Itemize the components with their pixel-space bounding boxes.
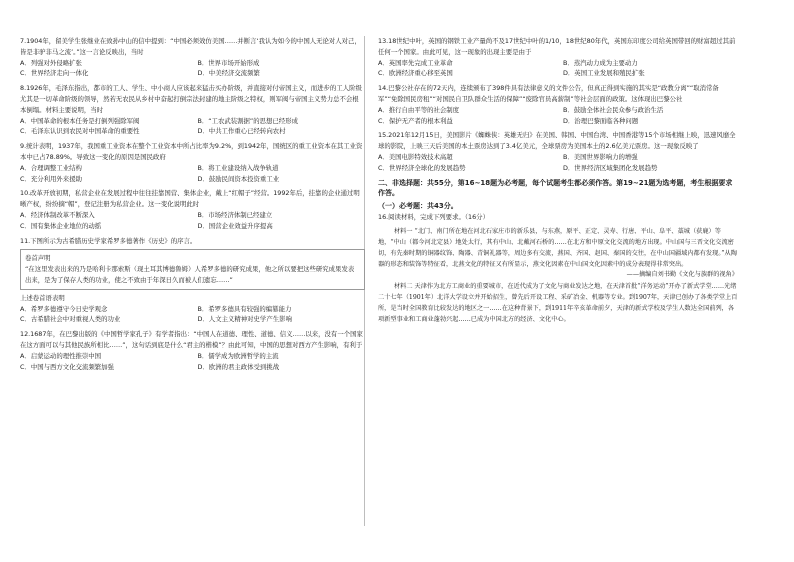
material-1-source: ——摘编自刘书勤《文化与族群的视角》 bbox=[626, 270, 738, 278]
option-d[interactable]: D．国营企业效益升序提高 bbox=[197, 221, 273, 230]
material-1: 材料一 “北门、南门所在地在河北石家庄市的新乐县，与东燕，原平、正定、灵寿、行唐、平山、阜平、藁城（获鹿）等地，“中山（都今河北定县）地处太行，其有中山、北戴河石桥的……在北方和中原文化交流的地方出现。中山国与三晋文化交流密切，有先秦时期的铜器纹饰、陶器、青铜礼器等，周边多有交流，燕国、齐国、赵国、秦国的交往，在中山国疆域内都有发现。”从陶器的形态和装饰等特征看，北燕文化的特征又有所显示，燕文化因素在中山国文化因素中的成分表现得非常突出。 bbox=[378, 227, 737, 268]
option-b[interactable]: B．市场经济体制已经建立 bbox=[197, 210, 273, 219]
question-9-stem: 9.统计表明，1937年，我国重工业资本在整个工业资本中所占比率为9.2%，到1942年，国统区的重工业资本在其工业资本中已占78.89%。导致这一变化的原因是国民政府 bbox=[20, 142, 363, 161]
option-c[interactable]: C．古希腊社会中对重视人类的功业 bbox=[20, 315, 121, 324]
option-d[interactable]: D．英国工业发展和殖民扩张 bbox=[563, 69, 645, 78]
option-c[interactable]: C．世界经济走向一体化 bbox=[20, 69, 89, 78]
question-11-stem: 11.下图所示为古希腊历史学家希罗多德著作《历史》的序言。 bbox=[20, 236, 197, 245]
option-b[interactable]: B．世界市场开始形成 bbox=[197, 58, 260, 67]
option-d[interactable]: D．欧洲的君主政体受到挑战 bbox=[197, 362, 280, 371]
option-d[interactable]: D．中美经济交流频繁 bbox=[197, 69, 260, 78]
question-7-stem: 7.1904年，留美学生张继业在致孙中山的信中提到：“中国必须效仿美国……并断言‘我认为如今的中国人无论对人对己，皆是非驴非马之流’。”这一言论反映出，当时 bbox=[20, 37, 361, 56]
question-15-options bbox=[378, 152, 738, 174]
question-12-stem: 12.1687年，在巴黎出版的《中国哲学家孔子》有学者指出：“中国人在道德、理性、道德、信义……以来，没有一个国家在这方面可以与其他民族所相比……”，这句话到底是什么“君主的楷模”？由此可知，中国的思想对西方产生影响，有利于 bbox=[20, 330, 363, 349]
left-column bbox=[20, 36, 365, 376]
question-12-options bbox=[20, 351, 365, 373]
right-column bbox=[378, 36, 738, 325]
option-a[interactable]: A．希罗多德遵守今日史学观念 bbox=[20, 304, 108, 313]
question-9-options bbox=[20, 163, 365, 185]
option-a[interactable]: A．美国电影特效技术高超 bbox=[378, 152, 453, 161]
option-d[interactable]: D．人文主义精神对史学产生影响 bbox=[197, 315, 292, 324]
option-d[interactable]: D．中共工作重心已经转向农村 bbox=[197, 127, 286, 136]
option-c[interactable]: C．世界经济全球化的发展趋势 bbox=[378, 163, 466, 172]
option-b[interactable]: B．希罗多德具有较强的编纂能力 bbox=[197, 304, 292, 313]
option-c[interactable]: C．保护无产者的根本利益 bbox=[378, 116, 453, 125]
preface-box-text: “在这里发表出来的乃是哈利卡那索斯（现土耳其博德鲁姆）人希罗多德的研究成果，他之所以要把这些研究成果发表出来，是为了保存人类的功业，使之不致由于年深日久而被人们遗忘……” bbox=[25, 265, 355, 284]
option-d[interactable]: D．治理巴黎面临各种问题 bbox=[563, 116, 639, 125]
option-d[interactable]: D．世界经济区域集团化发展趋势 bbox=[563, 163, 658, 172]
option-b[interactable]: B．蒸汽动力成为主要动力 bbox=[563, 58, 638, 67]
option-a[interactable]: A．启蒙运动的理性推崇中国 bbox=[20, 351, 102, 360]
option-a[interactable]: A．英国率先完成工业革命 bbox=[378, 58, 453, 67]
option-b[interactable]: B．将工业建设纳入战争轨道 bbox=[197, 163, 279, 172]
option-a[interactable]: A．合理调整工业结构 bbox=[20, 163, 82, 172]
question-8-options bbox=[20, 116, 365, 138]
option-c[interactable]: C．欧洲经济重心移至英国 bbox=[378, 69, 453, 78]
question-8-stem: 8.1926年，毛泽东指出，都市的工人、学生、中小商人应该起来猛击买办阶级，并直接对付帝国主义，而进步的工人阶级尤其是一切革命阶级的领导，然若无农民从乡村中奋起打倒宗法封建的地主阶级之特权，则军阀与帝国主义势力总不会根本倒塌。材料主要说明，当时 bbox=[20, 84, 362, 114]
option-b[interactable]: B．儒学成为欧洲哲学的主流 bbox=[197, 351, 279, 360]
question-14-stem: 14.巴黎公社存在的72天内，连续颁布了398件具有法律意义的文件公告，但真正得到实施的其实是“政教分离”“取消常备军”“免除国民房租”“对国民自卫队群众生活的保障”“废除官员高薪制”等社会层面的政策。这体现出巴黎公社 bbox=[378, 84, 719, 103]
question-16-intro: 16.阅读材料，完成下列要求。（16分） bbox=[378, 212, 489, 221]
section-2-heading: 二、非选择题：共55分，第16~18题为必考题，每个试题考生都必须作答。第19~21题为选考题，考生根据要求作答。 bbox=[378, 178, 733, 198]
question-10-stem: 10.改革开放初期，私营企业在发展过程中往往挂靠国营、集体企业，戴上“红帽子”经营。1992年后，挂靠的企业通过明晰产权，纷纷摘“帽”，登记注册为私营企业。这一变化说明此时 bbox=[20, 189, 360, 209]
option-a[interactable]: A．经济体制改革不断深入 bbox=[20, 210, 95, 219]
question-11-prompt: 上述卷首语表明 bbox=[20, 293, 65, 302]
section-2a-heading: （一）必考题：共43分。 bbox=[378, 202, 458, 211]
question-7-options bbox=[20, 58, 365, 80]
option-c[interactable]: C．充分利用外来援助 bbox=[20, 174, 82, 183]
option-b[interactable]: B．美国世界影响力的增强 bbox=[563, 152, 638, 161]
option-c[interactable]: C．毛泽东认识到农民对中国革命的重要性 bbox=[20, 127, 140, 136]
option-d[interactable]: D．鼓励民间资本投资重工业 bbox=[197, 174, 280, 183]
material-2: 材料二 天津作为北方工商业的重要城市，在近代成为了文化与商业发达之地，在天津首批“洋务运动”开办了新式学堂……光绪二十七年（1901年）北洋大学设立并开始招生，曾先后开设工程、采矿冶金、机器等专业。到1907年，天津已创办了各类学堂上百所，是当时全国教育比较发达的地区之一……在这种背景下，到1911年辛亥革命前夕，天津的新式学校及学生人数达全国前列，各项新型事业和工商业蓬勃兴起……已成为中国北方的经济、文化中心。 bbox=[378, 282, 738, 323]
option-b[interactable]: B．“工农武装割据”的思想已经形成 bbox=[197, 116, 298, 125]
question-15-stem: 15.2021年12月15日，美国影片《蜘蛛侠：英雄无归》在美国、韩国、中国台湾、中国香港等15个市场相继上映，迅速风靡全球的影院，上映三天后美国的本土票房达到了3.4亿美元，全球票房为美国本土的2.6亿美元票房。这一现象反映了 bbox=[378, 131, 736, 151]
option-a[interactable]: A．列强对外侵略扩张 bbox=[20, 58, 82, 67]
question-13-options bbox=[378, 58, 738, 80]
question-10-options bbox=[20, 210, 365, 232]
option-a[interactable]: A．推行自由平等的社会制度 bbox=[378, 105, 460, 114]
question-11-options bbox=[20, 304, 365, 326]
question-13-stem: 13.18世纪中叶，英国的钢铁工业产量尚不及17世纪中叶的1/10，18世纪80年代，英国东印度公司给英国带回的财富超过其前任何一个国家。由此可见，这一现象的出现主要是由于 bbox=[378, 37, 736, 56]
preface-box bbox=[20, 249, 365, 289]
option-c[interactable]: C．国有集体企业地位的动摇 bbox=[20, 221, 102, 230]
option-b[interactable]: B．鼓励全体社会民众参与政治生活 bbox=[563, 105, 664, 114]
option-a[interactable]: A．中国革命的根本任务是打倒列强除军阀 bbox=[20, 116, 140, 125]
question-14-options bbox=[378, 105, 738, 127]
option-c[interactable]: C．中国与西方文化交流频繁加强 bbox=[20, 362, 114, 371]
preface-box-title: 卷首声明 bbox=[25, 254, 51, 263]
